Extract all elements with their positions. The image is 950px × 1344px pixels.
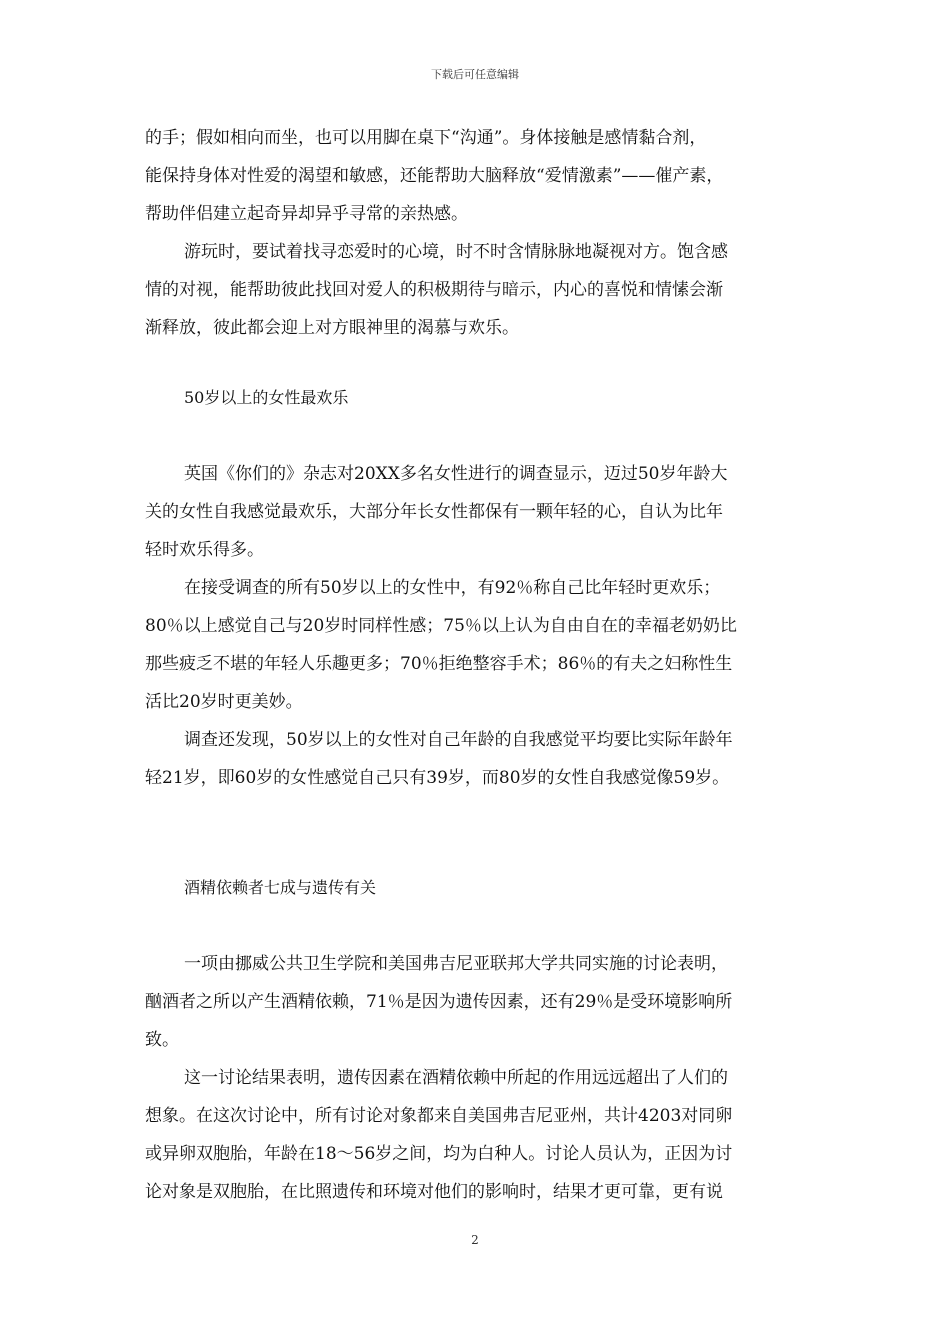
body-line: 活比20岁时更美妙。 xyxy=(145,692,303,712)
body-line: 那些疲乏不堪的年轻人乐趣更多；70％拒绝整容手术；86％的有夫之妇称性生 xyxy=(145,654,733,674)
body-line: 轻21岁，即60岁的女性感觉自己只有39岁，而80岁的女性自我感觉像59岁。 xyxy=(145,768,730,788)
body-line: 的手；假如相向而坐，也可以用脚在桌下“沟通”。身体接触是感情黏合剂， xyxy=(145,128,707,148)
body-line: 致。 xyxy=(145,1030,179,1050)
body-line: 情的对视，能帮助彼此找回对爱人的积极期待与暗示，内心的喜悦和情愫会渐 xyxy=(145,280,723,300)
body-line: 80％以上感觉自己与20岁时同样性感；75％以上认为自由自在的幸福老奶奶比 xyxy=(145,616,737,636)
body-line: 帮助伴侣建立起奇异却异乎寻常的亲热感。 xyxy=(145,204,468,224)
paragraph-first-line: 在接受调查的所有50岁以上的女性中，有92％称自己比年轻时更欢乐； xyxy=(184,578,721,598)
body-line: 想象。在这次讨论中，所有讨论对象都来自美国弗吉尼亚州，共计4203对同卵 xyxy=(145,1106,733,1126)
body-line: 轻时欢乐得多。 xyxy=(145,540,264,560)
paragraph-first-line: 这一讨论结果表明，遗传因素在酒精依赖中所起的作用远远超出了人们的 xyxy=(184,1068,728,1088)
body-line: 或异卵双胞胎，年龄在18～56岁之间，均为白种人。讨论人员认为，正因为讨 xyxy=(145,1144,733,1164)
section-heading: 酒精依赖者七成与遗传有关 xyxy=(184,878,377,897)
body-line: 关的女性自我感觉最欢乐，大部分年长女性都保有一颗年轻的心，自认为比年 xyxy=(145,502,723,522)
body-line: 能保持身体对性爱的渴望和敏感，还能帮助大脑释放“爱情激素”——催产素， xyxy=(145,166,724,186)
body-line: 论对象是双胞胎，在比照遗传和环境对他们的影响时，结果才更可靠，更有说 xyxy=(145,1182,723,1202)
body-line: 渐释放，彼此都会迎上对方眼神里的渴慕与欢乐。 xyxy=(145,318,519,338)
section-heading: 50岁以上的女性最欢乐 xyxy=(184,388,349,407)
page-header: 下载后可任意编辑 xyxy=(431,68,519,81)
paragraph-first-line: 英国《你们的》杂志对20XX多名女性进行的调查显示，迈过50岁年龄大 xyxy=(184,464,728,484)
paragraph-first-line: 游玩时，要试着找寻恋爱时的心境，时不时含情脉脉地凝视对方。饱含感 xyxy=(184,242,728,262)
body-line: 酗酒者之所以产生酒精依赖，71％是因为遗传因素，还有29％是受环境影响所 xyxy=(145,992,733,1012)
paragraph-first-line: 调查还发现，50岁以上的女性对自己年龄的自我感觉平均要比实际年龄年 xyxy=(184,730,733,750)
page-number: 2 xyxy=(471,1233,479,1247)
paragraph-first-line: 一项由挪威公共卫生学院和美国弗吉尼亚联邦大学共同实施的讨论表明， xyxy=(184,954,728,974)
